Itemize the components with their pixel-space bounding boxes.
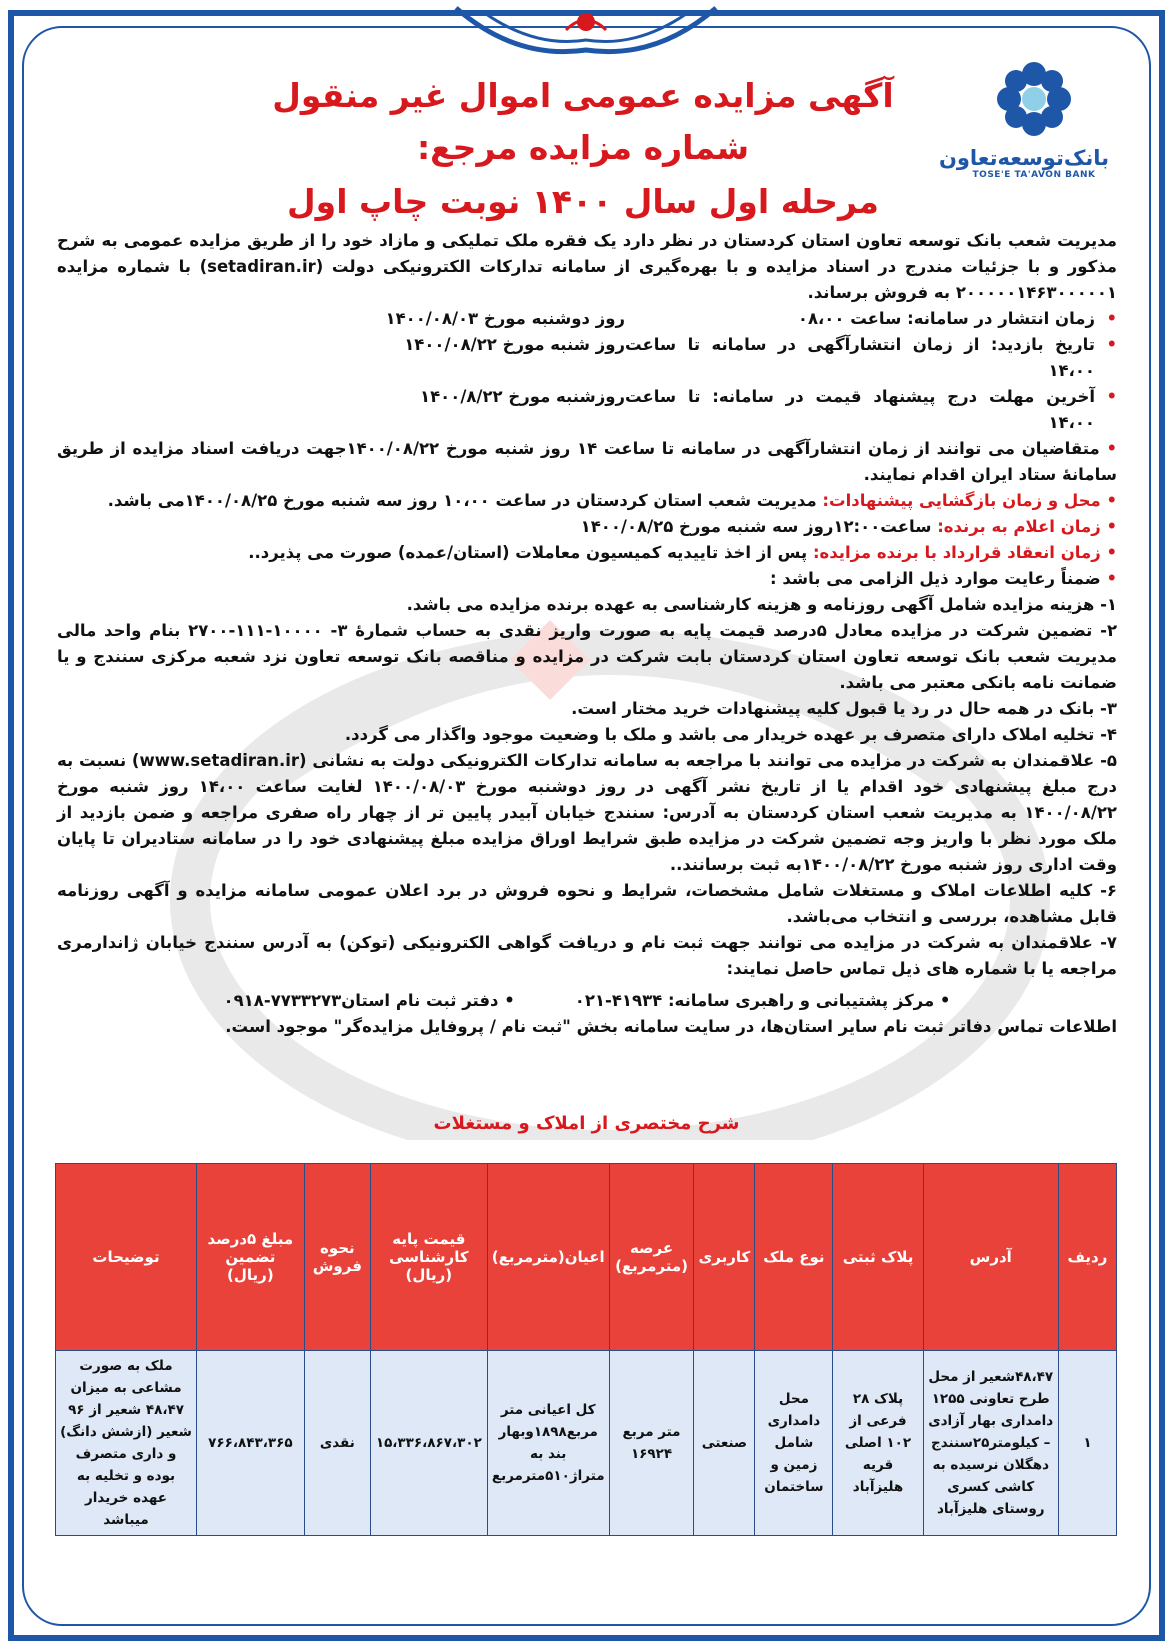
cell-type: محل دامداری شامل زمین و ساختمان: [755, 1351, 833, 1536]
notice-body: [57, 228, 1117, 1040]
condition-item-4: ۴- تخلیه املاک دارای متصرف بر عهده خریدار می باشد و ملک با وضعیت موجود واگذار می گردد.: [344, 725, 1117, 744]
col-plate: پلاک ثبتی: [833, 1164, 923, 1351]
contact-list: [57, 988, 1117, 1014]
flower-icon: [991, 56, 1077, 142]
cell-description: ملک به صورت مشاعی به میزان ۴۸،۴۷ شعیر از ۹۶ شعیر (ازشش دانگ) و داری متصرف بوده و تخلیه به عهده خریدار میباشد: [56, 1351, 197, 1536]
col-guarantee: مبلغ ۵درصد تضمین (ریال): [197, 1164, 305, 1351]
bank-name-fa: بانک‌توسعه‌تعاون: [938, 146, 1109, 170]
cell-row: ۱: [1058, 1351, 1116, 1536]
schedule-item: • تاریخ بازدید: از زمان انتشارآگهی در سامانه تا ساعت ۱۴،۰۰ روز شنبه مورخ ۱۴۰۰/۰۸/۲۲: [57, 332, 1095, 384]
condition-item-6: ۶- کلیه اطلاعات املاک و مستغلات شامل مشخصات، شرایط و نحوه فروش در برد اعلان عمومی سامانه مزایده و آگهی روزنامه قابل مشاهده، بررسی و انتخاب می‌باشد.: [57, 881, 1117, 926]
schedule-item: • زمان انتشار در سامانه: ساعت ۰۸،۰۰ روز دوشنبه مورخ ۱۴۰۰/۰۸/۰۳: [57, 306, 1095, 332]
notice-title: [223, 70, 943, 230]
table-row: [56, 1351, 1117, 1536]
col-description: توضیحات: [56, 1164, 197, 1351]
applicants-paragraph: • متقاضیان می توانند از زمان انتشارآگهی در سامانه تا ساعت ۱۴ روز شنبه مورخ ۱۴۰۰/۰۸/۲۲جهت دریافت اسناد مزایده از طریق سامانهٔ ستاد ایران اقدام نمایند.: [57, 436, 1117, 488]
title-line-2: مرحله اول سال ۱۴۰۰ نوبت چاپ اول: [287, 182, 879, 221]
offices-paragraph: اطلاعات تماس دفاتر ثبت نام سایر استان‌ها، در سایت سامانه بخش "ثبت نام / پروفایل مزایده‌گر" موجود است.: [225, 1017, 1117, 1036]
table-title: شرح مختصری از املاک و مستغلات: [433, 1113, 740, 1134]
bank-logo: [938, 56, 1109, 206]
opening-paragraph: • محل و زمان بازگشایی پیشنهادات: مدیریت شعب استان کردستان در ساعت ۱۰،۰۰ روز سه شنبه مورخ ۱۴۰۰/۰۸/۲۵می باشد.: [57, 488, 1117, 514]
cell-plate: پلاک ۲۸ فرعی از ۱۰۲ اصلی قریه هلیزآباد: [833, 1351, 923, 1536]
cell-base-price: ۱۵،۳۳۶،۸۶۷،۳۰۲: [370, 1351, 487, 1536]
condition-item-3: ۳- بانک در همه حال در رد یا قبول کلیه پیشنهادات خرید مختار است.: [571, 699, 1117, 718]
note-paragraph: • ضمناً رعایت موارد ذیل الزامی می باشد :: [57, 566, 1117, 592]
col-usage: کاربری: [694, 1164, 755, 1351]
intro-paragraph: مدیریت شعب بانک توسعه تعاون استان کردستان در نظر دارد یک فقره ملک تملیکی و مازاد خود را از طریق مزایده عمومی به شرح مذکور و با جزئیات مندرج در اسناد مزایده و با بهره‌گیری از سامانه تدارکات الکترونیکی دولت (setadiran.ir) با شماره مزایده ۲۰۰۰۰۰۱۴۶۳۰۰۰۰۰۱ به فروش برساند.: [57, 231, 1117, 302]
col-building: اعیان(مترمربع): [487, 1164, 609, 1351]
winner-paragraph: • زمان اعلام به برنده: ساعت۱۲:۰۰روز سه شنبه مورخ ۱۴۰۰/۰۸/۲۵: [57, 514, 1117, 540]
col-row: ردیف: [1058, 1164, 1116, 1351]
cell-usage: صنعتی: [694, 1351, 755, 1536]
cell-sale-method: نقدی: [304, 1351, 370, 1536]
col-type: نوع ملک: [755, 1164, 833, 1351]
col-land: عرصه (مترمربع): [609, 1164, 694, 1351]
title-line-1: آگهی مزایده عمومی اموال غیر منقول شماره مزایده مرجع:: [272, 76, 894, 167]
top-ornament: [446, 0, 726, 60]
schedule-item: • آخرین مهلت درج پیشنهاد قیمت در سامانه: تا ساعت ۱۴،۰۰ روزشنبه مورخ ۱۴۰۰/۸/۲۲: [57, 384, 1095, 436]
table-header-row: [56, 1164, 1117, 1351]
cell-guarantee: ۷۶۶،۸۴۳،۳۶۵: [197, 1351, 305, 1536]
contract-paragraph: • زمان انعقاد قرارداد با برنده مزایده: پس از اخذ تاییدیه کمیسیون معاملات (استان/عمده) صورت می پذیرد..: [57, 540, 1117, 566]
cell-address: ۴۸،۴۷شعیر از محل طرح تعاونی ۱۲۵۵ دامداری بهار آزادی – کیلومتر۲۵سنندج دهگلان نرسیده به کاشی کسری روستای هلیزآباد: [923, 1351, 1058, 1536]
contact-support: • مرکز پشتیبانی و راهبری سامانه: ۴۱۹۳۴-۰۲۱: [575, 988, 951, 1014]
schedule-list: [57, 306, 1117, 436]
cell-building: کل اعیانی متر مربع۱۸۹۸وبهار بند به متراژ۵۱۰مترمربع: [487, 1351, 609, 1536]
property-table: [55, 1163, 1117, 1536]
condition-item-5: ۵- علاقمندان به شرکت در مزایده می توانند با مراجعه به سامانه تدارکات الکترونیکی دولت به نشانی (www.setadiran.ir) نسبت به درج مبلغ پیشنهادی خود اقدام یا از تاریخ نشر آگهی در روز دوشنبه مورخ ۱۴۰۰/۰۸/۰۳ لغایت ساعت ۱۴،۰۰ روز شنبه مورخ ۱۴۰۰/۰۸/۲۲ به مدیریت شعب استان کردستان به آدرس: سنندج خیابان آبیدر پایین تر از چهار راه صفری مراجعه و ضمن بازدید از ملک مورد نظر با واریز وجه تضمین شرکت در مزایده طبق شرایط اوراق مزایده مبلغ پیشنهادی خود را در سامانه ستادیران تا پایان وقت اداری روز شنبه مورخ ۱۴۰۰/۰۸/۲۲به ثبت برسانند..: [57, 751, 1117, 874]
bank-name-en: TOSE'E TA'AVON BANK: [972, 170, 1096, 180]
condition-item-1: ۱- هزینه مزایده شامل آگهی روزنامه و هزینه کارشناسی به عهده برنده مزایده می باشد.: [406, 595, 1117, 614]
cell-land: متر مربع ۱۶۹۲۴: [609, 1351, 694, 1536]
condition-item-2: ۲- تضمین شرکت در مزایده معادل ۵درصد قیمت پایه به صورت واریز نقدی به حساب شمارهٔ ۳- ۱۰۰۰۰-۱۱۱-۲۷۰۰ بنام واحد مالی مدیریت شعب بانک توسعه تعاون استان کردستان بابت شرکت در مزایده و مناقصه بانک توسعه تعاون نزد شعبه مرکزی سنندج و یا ضمانت نامه بانکی معتبر می باشد.: [57, 621, 1118, 692]
col-sale-method: نحوه فروش: [304, 1164, 370, 1351]
col-base-price: قیمت پایه کارشناسی (ریال): [370, 1164, 487, 1351]
condition-item-7: ۷- علاقمندان به شرکت در مزایده می توانند جهت ثبت نام و دریافت گواهی الکترونیکی (توکن) به آدرس سنندج خیابان ژاندارمری مراجعه یا با شماره های ذیل تماس حاصل نمایند:: [57, 933, 1117, 978]
col-address: آدرس: [923, 1164, 1058, 1351]
contact-registration: • دفتر ثبت نام استان۷۷۳۳۲۷۳-۰۹۱۸: [224, 988, 515, 1014]
